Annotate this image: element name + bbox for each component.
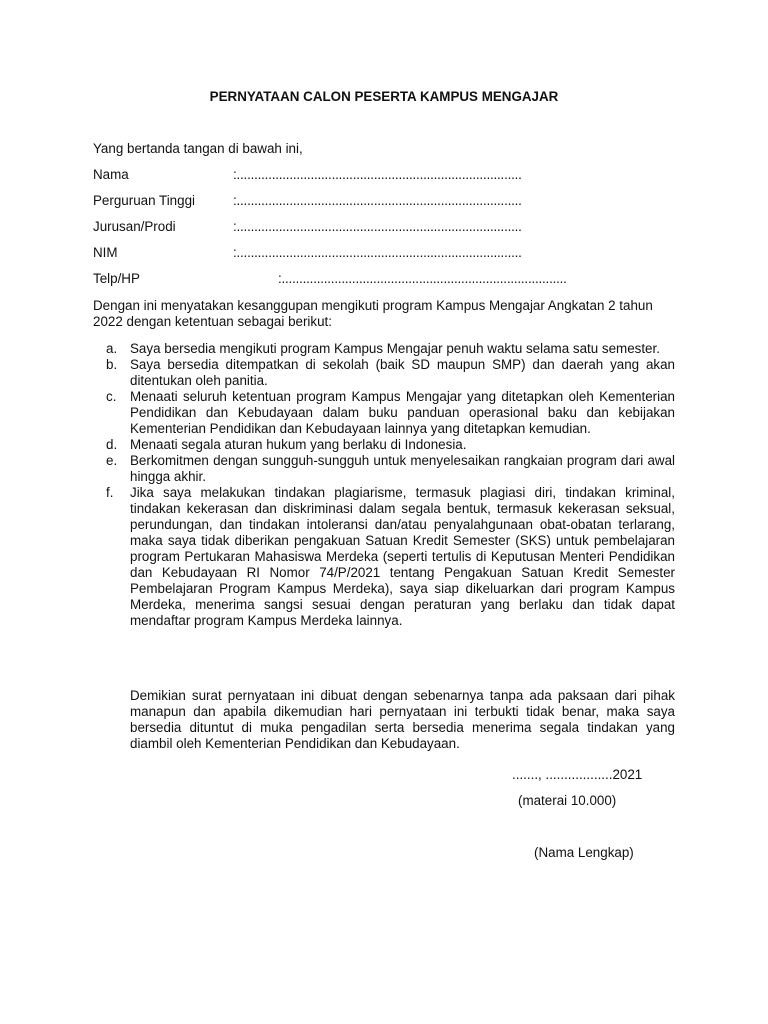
field-label: Nama [93, 167, 129, 182]
list-item [93, 453, 675, 485]
list-item-text: Jika saya melakukan tindakan plagiarisme, termasuk plagiasi diri, tindakan kriminal, tindakan kekerasan dan diskriminasi dalam segala bentuk, termasuk kekerasan seksual, perundungan, dan tindakan intoleransi dan/atau penyalahgunaan obat-obatan terlarang, maka saya tidak diberikan pengakuan Satuan Kredit Semester (SKS) untuk pembelajaran program Pertukaran Mahasiswa Merdeka (seperti tertulis di Keputusan Menteri Pendidikan dan Kebudayaan RI Nomor 74/P/2021 tentang Pengakuan Satuan Kredit Semester Pembelajaran Program Kampus Merdeka), saya siap dikeluarkan dari program Kampus Merdeka, menerima sangsi sesuai dengan peraturan yang berlaku dan tidak dapat mendaftar program Kampus Merdeka lainnya. [130, 485, 675, 628]
field-dotted-line: :................................................................................. [233, 167, 522, 182]
field-label: NIM [93, 245, 118, 260]
field-dotted-line: :................................................................................. [233, 219, 522, 234]
list-marker: e. [106, 453, 118, 468]
field-label: Perguruan Tinggi [93, 193, 195, 208]
list-item-text: Menaati segala aturan hukum yang berlaku di Indonesia. [130, 437, 467, 452]
field-label: Telp/HP [93, 271, 140, 286]
field-dotted-line: :................................................................................. [278, 271, 567, 286]
list-item [93, 341, 675, 357]
materai-stamp-note: (materai 10.000) [518, 793, 617, 808]
list-item-text: Berkomitmen dengan sungguh-sungguh untuk menyelesaikan rangkaian program dari awal hingga akhir. [130, 453, 675, 484]
list-marker: a. [106, 341, 118, 356]
field-label: Jurusan/Prodi [93, 219, 176, 234]
document-title: PERNYATAAN CALON PESERTA KAMPUS MENGAJAR [209, 89, 559, 104]
date-line: ......., ..................2021 [512, 767, 643, 782]
list-item [93, 389, 675, 437]
list-item-text: Saya bersedia ditempatkan di sekolah (baik SD maupun SMP) dan daerah yang akan ditentukan oleh panitia. [130, 357, 675, 388]
list-marker: c. [106, 389, 117, 404]
list-item-text: Saya bersedia mengikuti program Kampus Mengajar penuh waktu selama satu semester. [130, 341, 660, 356]
list-item [93, 357, 675, 389]
signature-name: (Nama Lengkap) [534, 845, 634, 860]
list-item [93, 437, 675, 453]
terms-list [93, 341, 675, 629]
list-marker: d. [106, 437, 118, 452]
list-item-text: Menaati seluruh ketentuan program Kampus Mengajar yang ditetapkan oleh Kementerian Pendidikan dan Kebudayaan dalam buku panduan operasional baku dan kebijakan Kementerian Pendidikan dan Kebudayaan lainnya yang ditetapkan kemudian. [130, 389, 675, 436]
field-dotted-line: :................................................................................. [233, 245, 522, 260]
list-item [93, 485, 675, 629]
statement-paragraph: Dengan ini menyatakan kesanggupan mengikuti program Kampus Mengajar Angkatan 2 tahun 2022 dengan ketentuan sebagai berikut: [93, 298, 653, 329]
closing-paragraph: Demikian surat pernyataan ini dibuat dengan sebenarnya tanpa ada paksaan dari pihak manapun dan apabila dikemudian hari pernyataan ini terbukti tidak benar, maka saya bersedia dituntut di muka pengadilan serta bersedia menerima segala tindakan yang diambil oleh Kementerian Pendidikan dan Kebudayaan. [130, 688, 675, 751]
list-marker: f. [106, 485, 114, 500]
list-marker: b. [106, 357, 118, 372]
field-dotted-line: :................................................................................. [233, 193, 522, 208]
intro-text: Yang bertanda tangan di bawah ini, [93, 141, 303, 156]
